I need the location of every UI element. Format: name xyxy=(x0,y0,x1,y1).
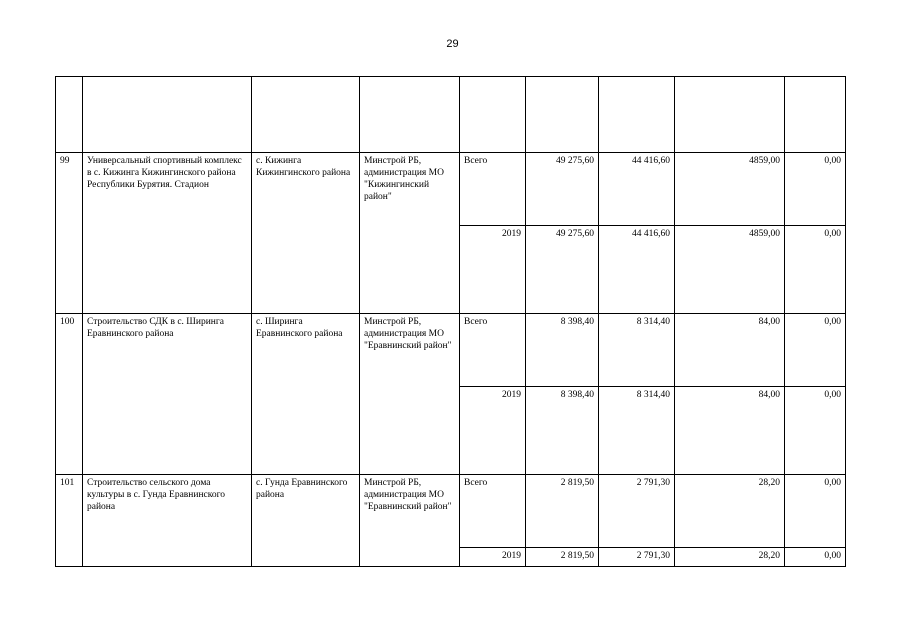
object-name: Строительство СДК в с. Ширинга Еравнинского района xyxy=(83,314,252,475)
amount-local: 0,00 xyxy=(785,548,846,567)
amount-total: 49 275,60 xyxy=(526,226,599,314)
row-number: 101 xyxy=(56,475,83,567)
object-location: с. Гунда Еравнинского района xyxy=(252,475,360,567)
amount-regional: 4859,00 xyxy=(675,153,785,226)
table-cell xyxy=(526,77,599,153)
customer: Минстрой РБ, администрация МО "Еравнинский район" xyxy=(360,314,460,475)
object-name: Строительство сельского дома культуры в с. Гунда Еравнинского района xyxy=(83,475,252,567)
row-number: 99 xyxy=(56,153,83,314)
period-year: 2019 xyxy=(460,226,526,314)
table-row-empty xyxy=(56,77,846,153)
table-cell xyxy=(360,77,460,153)
amount-total: 8 398,40 xyxy=(526,387,599,475)
amount-local: 0,00 xyxy=(785,387,846,475)
period-total-label: Всего xyxy=(460,153,526,226)
object-location: с. Кижинга Кижингинского района xyxy=(252,153,360,314)
table-cell xyxy=(252,77,360,153)
amount-total: 2 819,50 xyxy=(526,548,599,567)
amount-federal: 8 314,40 xyxy=(599,314,675,387)
amount-regional: 28,20 xyxy=(675,548,785,567)
amount-regional: 28,20 xyxy=(675,475,785,548)
object-name: Универсальный спортивный комплекс в с. Кижинга Кижингинского района Республики Бурятия. Стадион xyxy=(83,153,252,314)
table-row xyxy=(56,475,846,548)
amount-federal: 2 791,30 xyxy=(599,475,675,548)
customer: Минстрой РБ, администрация МО "Еравнинский район" xyxy=(360,475,460,567)
amount-federal: 44 416,60 xyxy=(599,226,675,314)
table-cell xyxy=(83,77,252,153)
page-number: 29 xyxy=(446,38,459,50)
amount-total: 8 398,40 xyxy=(526,314,599,387)
amount-regional: 84,00 xyxy=(675,314,785,387)
table-cell xyxy=(460,77,526,153)
table-row xyxy=(56,314,846,387)
amount-local: 0,00 xyxy=(785,226,846,314)
period-year: 2019 xyxy=(460,387,526,475)
table-cell xyxy=(56,77,83,153)
period-year: 2019 xyxy=(460,548,526,567)
amount-federal: 2 791,30 xyxy=(599,548,675,567)
amount-regional: 84,00 xyxy=(675,387,785,475)
amount-federal: 8 314,40 xyxy=(599,387,675,475)
amount-total: 2 819,50 xyxy=(526,475,599,548)
object-location: с. Ширинга Еравнинского района xyxy=(252,314,360,475)
row-number: 100 xyxy=(56,314,83,475)
amount-local: 0,00 xyxy=(785,153,846,226)
amount-local: 0,00 xyxy=(785,475,846,548)
period-total-label: Всего xyxy=(460,475,526,548)
table-row xyxy=(56,153,846,226)
budget-table xyxy=(55,76,846,567)
table-cell xyxy=(785,77,846,153)
table-cell xyxy=(599,77,675,153)
table-cell xyxy=(675,77,785,153)
amount-federal: 44 416,60 xyxy=(599,153,675,226)
amount-local: 0,00 xyxy=(785,314,846,387)
period-total-label: Всего xyxy=(460,314,526,387)
amount-regional: 4859,00 xyxy=(675,226,785,314)
customer: Минстрой РБ, администрация МО "Кижингинский район" xyxy=(360,153,460,314)
amount-total: 49 275,60 xyxy=(526,153,599,226)
